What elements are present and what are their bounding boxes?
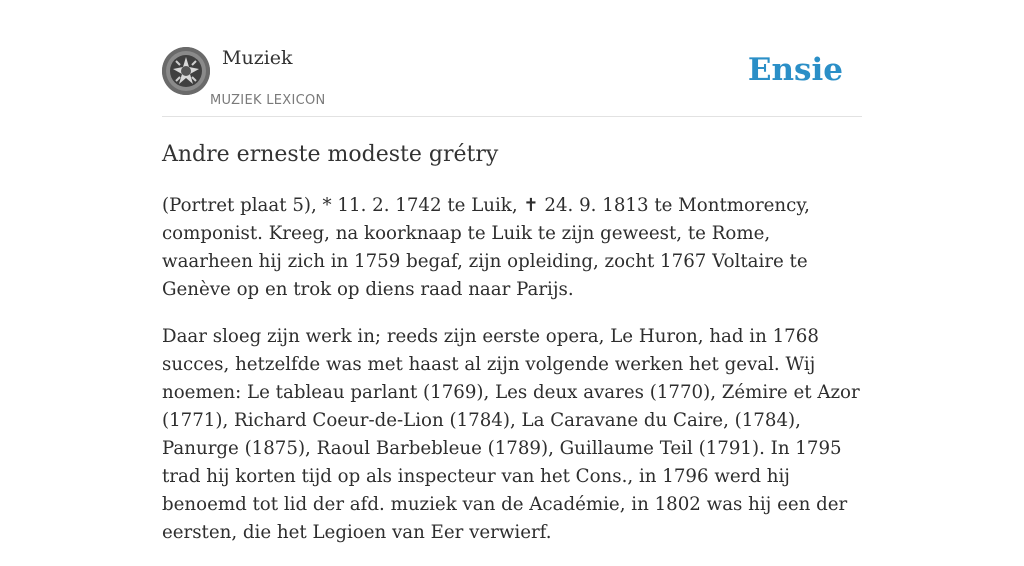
site-name[interactable]: Muziek: [222, 47, 293, 69]
site-subtitle[interactable]: MUZIEK LEXICON: [210, 93, 326, 108]
article-paragraph: Daar sloeg zijn werk in; reeds zijn eerste opera, Le Huron, had in 1768 succes, hetzelfde was met haast al zijn volgende werken het geval. Wij noemen: Le tableau parlant (1769), Les deux avares (1770), Zémire et Azor (1771), Richard Coeur-de-Lion (1784), La Caravane du Caire, (1784), Panurge (1875), Raoul Barbebleue (1789), Guillaume Teil (1791). In 1795 trad hij korten tijd op als inspecteur van het Cons., in 1796 werd hij benoemd tot lid der afd. muziek van de Académie, in 1802 was hij een der eersten, die het Legioen van Eer verwierf.: [162, 326, 860, 543]
header: [162, 44, 862, 117]
article-title: Andre erneste modeste grétry: [162, 142, 499, 167]
emblem-icon: [162, 47, 210, 95]
brand-logo[interactable]: Ensie: [747, 52, 843, 88]
article-body: [162, 192, 866, 566]
avatar[interactable]: [162, 47, 210, 95]
article-paragraph: (Portret plaat 5), * 11. 2. 1742 te Luik, ✝ 24. 9. 1813 te Montmorency, componist. Kreeg, na koorknaap te Luik te zijn geweest, te Rome, waarheen hij zich in 1759 begaf, zijn opleiding, zocht 1767 Voltaire te Genève op en trok op diens raad naar Parijs.: [162, 195, 810, 300]
